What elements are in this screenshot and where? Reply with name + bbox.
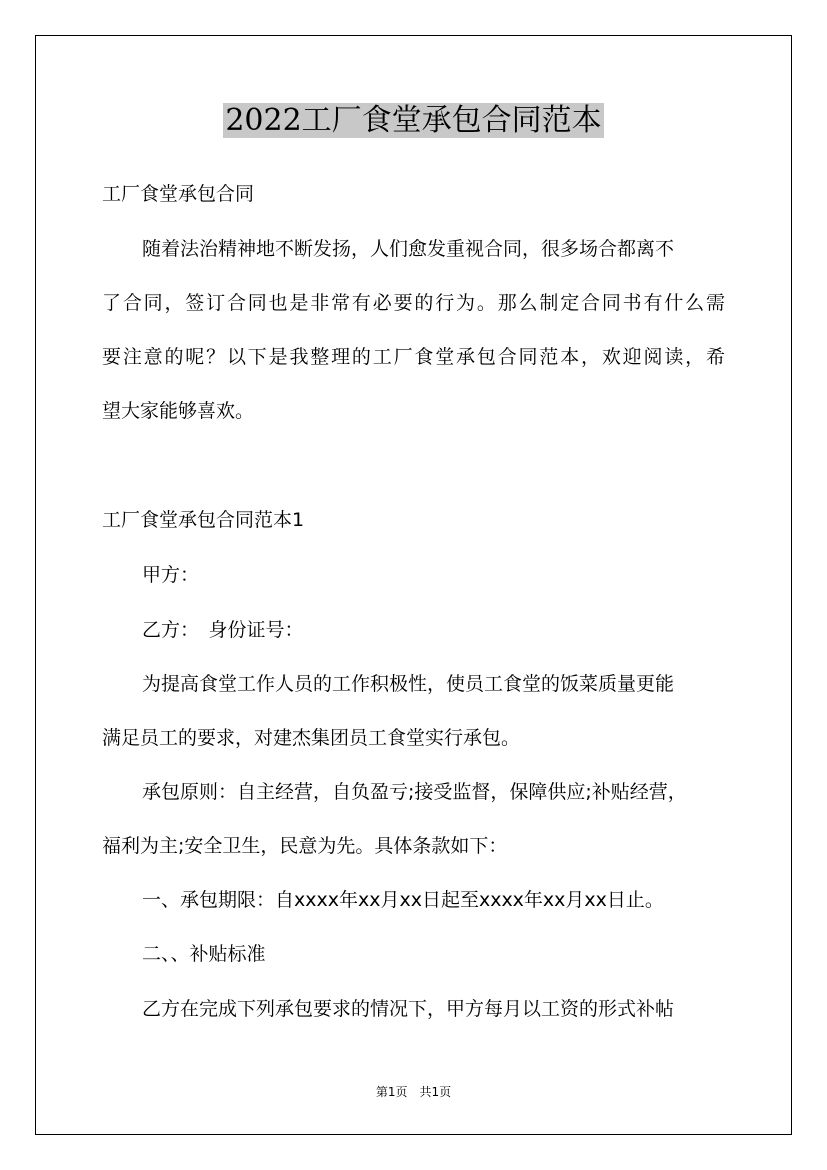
purpose-line-1: 为提高食堂工作人员的工作积极性，使员工食堂的饭菜质量更能	[142, 673, 675, 695]
intro-line-1: 随着法治精神地不断发扬，人们愈发重视合同，很多场合都离不	[142, 238, 675, 260]
document-title	[0, 100, 827, 142]
purpose-line-2: 满足员工的要求，对建杰集团员工食堂实行承包。	[102, 727, 521, 749]
principle-line-1: 承包原则：自主经营，自负盈亏;接受监督，保障供应;补贴经营，	[142, 781, 687, 803]
clause-subsidy-heading: 二、、补贴标准	[142, 943, 266, 965]
intro-line-3: 要注意的呢？以下是我整理的工厂食堂承包合同范本，欢迎阅读，希	[102, 346, 725, 368]
party-a-line: 甲方：	[142, 564, 200, 586]
document-title-text: 2022工厂食堂承包合同范本	[225, 103, 602, 138]
intro-line-4: 望大家能够喜欢。	[102, 400, 255, 422]
page-footer: 第1页 共1页	[375, 1085, 452, 1099]
sample-heading: 工厂食堂承包合同范本1	[102, 509, 305, 531]
principle-line-2: 福利为主;安全卫生，民意为先。具体条款如下：	[102, 835, 508, 857]
clause-term: 一、承包期限：自xxxx年xx月xx日起至xxxx年xx月xx日止。	[142, 889, 664, 911]
party-b-line: 乙方： 身份证号：	[142, 619, 304, 641]
section-heading: 工厂食堂承包合同	[102, 183, 255, 205]
intro-line-2: 了合同，签订合同也是非常有必要的行为。那么制定合同书有什么需	[102, 292, 725, 314]
clause-subsidy-text: 乙方在完成下列承包要求的情况下，甲方每月以工资的形式补帖	[142, 998, 675, 1020]
